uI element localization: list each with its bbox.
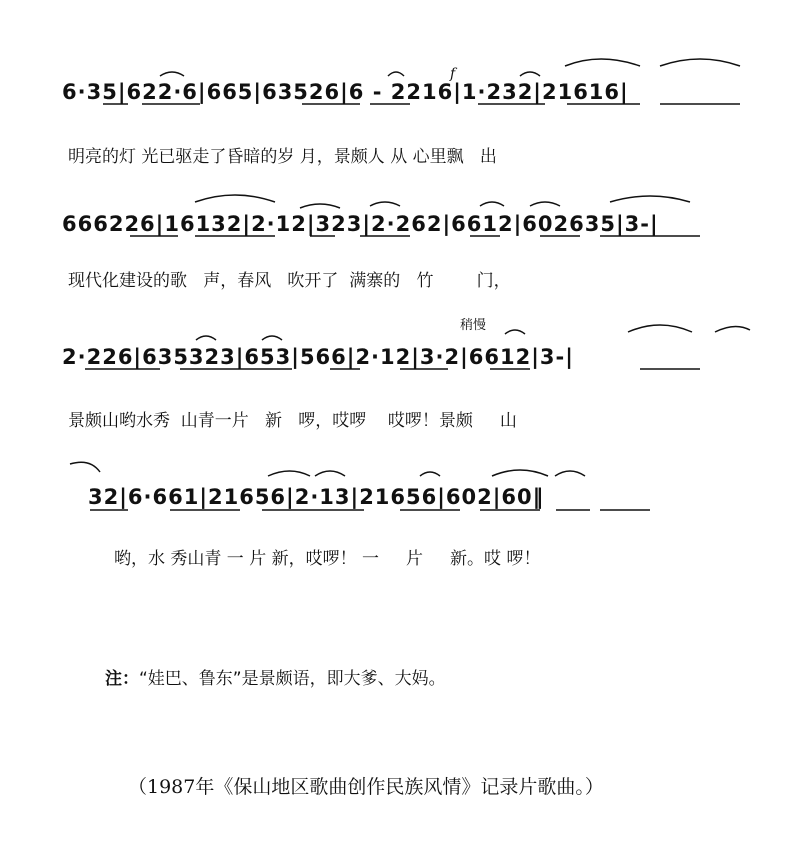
- score-line-1-notes: 6·35|622·6|665|63526|6 - 2216|1·232|21616|: [62, 80, 629, 104]
- score-line-3-lyrics: 景颇山哟水秀 山青一片 新 啰，哎啰 哎啰！景颇 山: [68, 411, 517, 431]
- score-line-4-lyrics: 哟，水 秀山青 一 片 新，哎啰！ 一 片 新。哎 啰！: [114, 549, 541, 569]
- score-line-2-notes: 666226|16132|2·12|323|2·262|6612|602635|3-|: [62, 212, 659, 236]
- dynamic-mark: f: [450, 66, 456, 82]
- tempo-mark: 稍慢: [460, 318, 487, 333]
- source-caption: （1987年《保山地区歌曲创作民族风情》记录片歌曲。）: [128, 776, 604, 798]
- footnote-text: “娃巴、鲁东”是景颇语，即大爹、大妈。: [139, 669, 446, 689]
- footnote: [105, 664, 446, 689]
- score-line-3-notes: 2·226|635323|653|566|2·12|3·2|6612|3-|: [62, 345, 574, 369]
- score-line-1-lyrics: 明亮的灯 光已驱走了昏暗的岁 月，景颇人 从 心里飘 出: [68, 147, 497, 167]
- score-line-2-lyrics: 现代化建设的歌 声，春风 吹开了 满寨的 竹 门，: [68, 271, 511, 291]
- score-line-4-notes: 32|6·661|21656|2·13|21656|602|60‖: [88, 485, 545, 509]
- footnote-label: 注：: [105, 669, 139, 689]
